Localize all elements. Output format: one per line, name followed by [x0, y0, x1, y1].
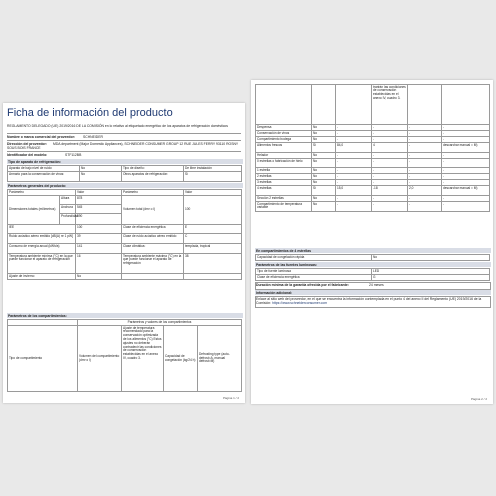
general-params-heading: Parámetros generales del producto:: [7, 183, 243, 188]
cell-cap: -: [408, 180, 442, 186]
address-value: MDA department (Major Domestic Appliances), SCHNEIDER CONSUMER GROUP 12 RUE JULES FERRY 93110 ROSNY SOUS BOIS FRANCE: [7, 142, 239, 150]
cell-name: 3 estrellas: [256, 180, 312, 186]
address-label: Dirección del proveedor:: [7, 142, 47, 146]
cell-name: Compartimiento bodega: [256, 137, 312, 143]
table-row: [256, 202, 490, 212]
page-number-2: Página 2 / 2: [470, 397, 487, 401]
cell-present: No: [312, 196, 336, 202]
model-value: STF112BB: [65, 153, 82, 157]
cell-cap: -: [408, 143, 442, 153]
cell-temp: -: [372, 153, 408, 159]
height-label: Altura: [60, 196, 76, 205]
supplier-website-link[interactable]: https://www.schneiderconsumer.com: [272, 301, 328, 305]
cell-vol: -: [336, 137, 372, 143]
cell-name: 0 estrellas o fabricación de hielo: [256, 159, 312, 168]
cell-present: No: [312, 174, 336, 180]
cell-present: Sí: [312, 143, 336, 153]
temp-header-note: trarirán las condiciones de conservación establecidas en el anexo IV, cuadro 3.: [372, 85, 408, 125]
cell-name: Alimentos frescos: [256, 143, 312, 153]
energy-class-label: Clase de eficiencia energética: [122, 225, 184, 234]
header-capacity: Capacidad de congelación (kg/24 h): [164, 326, 198, 392]
cell-cap: -: [408, 168, 442, 174]
cell-desc: descarchar manual = M): [442, 143, 490, 153]
noise-class-value: C: [184, 234, 242, 244]
cell-temp: 4: [372, 143, 408, 153]
header-defrost: Defrosting type (auto-defrost=A, manual defrost=M): [198, 326, 242, 392]
cell-desc: -: [442, 202, 490, 212]
header-type: Tipo de compartimiento: [8, 326, 78, 392]
warranty-value: 24 meses: [369, 283, 384, 287]
cell-present: No: [312, 159, 336, 168]
cell-temp: -18: [372, 186, 408, 196]
table-row: [256, 143, 490, 153]
cell-present: No: [312, 153, 336, 159]
cell-name: 1 estrella: [256, 168, 312, 174]
consumption-label: Consumo de energía anual (kWh/a): [8, 244, 76, 254]
eei-label: IEE: [8, 225, 76, 234]
cell-temp: -: [372, 174, 408, 180]
cell-desc: -: [442, 196, 490, 202]
volume-value: 100: [184, 196, 242, 225]
cell-cap: -: [408, 202, 442, 212]
cell-name: Despensa: [256, 125, 312, 131]
fast-freeze-table: [255, 254, 490, 261]
page-title: Ficha de información del producto: [7, 107, 173, 119]
warranty-label: Duración mínima de la garantía ofrecida por el fabricante:: [256, 283, 349, 287]
width-value: 545: [76, 205, 122, 214]
col-param: Parámetro: [8, 190, 76, 196]
cell-temp: -: [372, 125, 408, 131]
cell-desc: descarchar manual = M): [442, 186, 490, 196]
fast-freeze-value: No: [372, 255, 490, 261]
low-noise-value: No: [80, 166, 122, 172]
cell-cap: -: [408, 174, 442, 180]
cell-name: 2 estrellas: [256, 174, 312, 180]
header-volume: Volumen del compartimiento (dm³ o l): [78, 326, 122, 392]
depth-value: 590: [76, 214, 122, 225]
cell-present: No: [312, 125, 336, 131]
noise-value: 39: [76, 234, 122, 244]
winter-label: Ajuste de invierno: [8, 274, 76, 280]
depth-label: Profundidad: [60, 214, 76, 225]
cell-temp: -: [372, 196, 408, 202]
cell-present: No: [312, 168, 336, 174]
cell-present: Sí: [312, 186, 336, 196]
model-label: Identificador del modelo:: [7, 153, 48, 157]
cell-vol: -: [336, 153, 372, 159]
eei-value: 100: [76, 225, 122, 234]
other-label: Otros aparatos de refrigeración:: [122, 172, 184, 182]
type-heading: Tipo de aparato de refrigeración:: [7, 159, 243, 164]
cell-temp: -: [372, 202, 408, 212]
table-row: [256, 159, 490, 168]
page-1: [3, 103, 245, 403]
cell-desc: -: [442, 137, 490, 143]
col-value-2: Valor: [184, 190, 242, 196]
additional-info-text: Enlace al sitio web del proveedor, en el que se encuentra la información contemplada en el punto 4 del anexo II del Reglamento (UE) 2019/2016 de la Comisión: https://www.schneiderconsumer.com: [256, 297, 482, 305]
type-table: [7, 165, 242, 182]
cell-vol: -: [336, 168, 372, 174]
wine-label: Armario para la conservación de vinos:: [8, 172, 80, 182]
cell-present: No: [312, 137, 336, 143]
light-table: [255, 268, 490, 281]
supplier-value: SCHNEIDER: [83, 135, 103, 139]
cell-cap: -: [408, 196, 442, 202]
dimensions-label: Dimensiones totales (milímetros): [8, 196, 60, 225]
compartments-table-continued: [255, 84, 490, 212]
light-class-label: Clase de eficiencia energética: [256, 275, 372, 281]
cell-vol: -: [336, 174, 372, 180]
cell-temp: -: [372, 180, 408, 186]
cell-name: Helador: [256, 153, 312, 159]
cell-desc: -: [442, 168, 490, 174]
cell-temp: -: [372, 131, 408, 137]
cell-cap: -: [408, 137, 442, 143]
consumption-value: 141: [76, 244, 122, 254]
max-temp-label: Temperatura ambiente máxima (°C) en la que puede funcionar el aparato de refrigeración: [122, 254, 184, 274]
cell-vol: -: [336, 125, 372, 131]
cell-vol: -: [336, 202, 372, 212]
four-star-heading: En compartimientos de 4 estrellas: [255, 248, 491, 253]
design-label: Tipo de diseño:: [122, 166, 184, 172]
cell-cap: -: [408, 153, 442, 159]
wine-value: No: [80, 172, 122, 182]
light-class-value: G: [372, 275, 490, 281]
cell-vol: -: [336, 196, 372, 202]
min-temp-value: 16: [76, 254, 122, 274]
cell-desc: -: [442, 174, 490, 180]
page-2: [251, 80, 493, 404]
cell-desc: -: [442, 153, 490, 159]
cell-desc: -: [442, 159, 490, 168]
other-value: Sí: [184, 172, 242, 182]
cell-desc: -: [442, 180, 490, 186]
table-row: [256, 186, 490, 196]
cell-vol: -: [336, 131, 372, 137]
light-type-value: LED: [372, 269, 490, 275]
cell-vol: -: [336, 180, 372, 186]
volume-label: Volumen total (dm³ o l): [122, 196, 184, 225]
climate-value: templada, tropical: [184, 244, 242, 254]
compartments-subheading: Parámetros y valores de los compartimientos: [78, 320, 242, 326]
energy-class-value: E: [184, 225, 242, 234]
cell-temp: -: [372, 137, 408, 143]
height-value: 878: [76, 196, 122, 205]
cell-vol: -: [336, 159, 372, 168]
low-noise-label: Aparato de bajo nivel de ruido:: [8, 166, 80, 172]
cell-cap: -: [408, 125, 442, 131]
cell-vol: 84,0: [336, 143, 372, 153]
additional-info-heading: Información adicional:: [255, 290, 491, 295]
col-param-2: Parámetro: [122, 190, 184, 196]
compartments-heading: Parámetros de los compartimientos:: [7, 313, 243, 318]
light-heading: Parámetros de las fuentes luminosas:: [255, 262, 491, 267]
fast-freeze-label: Capacidad de congelación rápida: [256, 255, 372, 261]
winter-value: No: [76, 274, 122, 280]
climate-label: Clase climática:: [122, 244, 184, 254]
cell-vol: 15,0: [336, 186, 372, 196]
cell-present: No: [312, 180, 336, 186]
cell-name: Compartimiento de temperatura variable: [256, 202, 312, 212]
width-label: Anchura: [60, 205, 76, 214]
cell-present: No: [312, 131, 336, 137]
max-temp-value: 38: [184, 254, 242, 274]
cell-cap: -: [408, 159, 442, 168]
cell-present: No: [312, 202, 336, 212]
cell-name: Conservación de vinos: [256, 131, 312, 137]
min-temp-label: Temperatura ambiente mínima (°C) en la que puede funcionar el aparato de refrigeración: [8, 254, 76, 274]
noise-label: Ruido acústico aéreo emitido [dB(A) re 1 pW]: [8, 234, 76, 244]
cell-cap: -: [408, 131, 442, 137]
header-temp: Ajuste de temperatura recomendado para la conservación optimizada de los alimentos (°C) Estos ajustes no deberán contradecir las condiciones de conservación establecidas en el anexo IV, cuadro 3.: [122, 326, 164, 392]
cell-temp: -: [372, 168, 408, 174]
cell-desc: -: [442, 125, 490, 131]
light-type-label: Tipo de fuente luminosa: [256, 269, 372, 275]
regulation-text: REGLAMENTO DELEGADO (UE) 2019/2016 DE LA COMISIÓN en lo relativo al etiquetado energético de los aparatos de refrigeración domésticos: [7, 124, 228, 128]
cell-name: 4 estrellas: [256, 186, 312, 196]
compartments-table: [7, 319, 242, 392]
design-value: De libre instalación: [184, 166, 242, 172]
page-number: Página 1 / 2: [222, 396, 239, 400]
cell-name: Sección 2 estrellas: [256, 196, 312, 202]
cell-temp: -: [372, 159, 408, 168]
cell-desc: -: [442, 131, 490, 137]
supplier-label: Nombre o marca comercial del proveedor:: [7, 135, 76, 139]
general-params-table: [7, 189, 242, 280]
cell-cap: 2,0: [408, 186, 442, 196]
noise-class-label: Clase de ruido acústico aéreo emitido: [122, 234, 184, 244]
col-value: Valor: [76, 190, 122, 196]
